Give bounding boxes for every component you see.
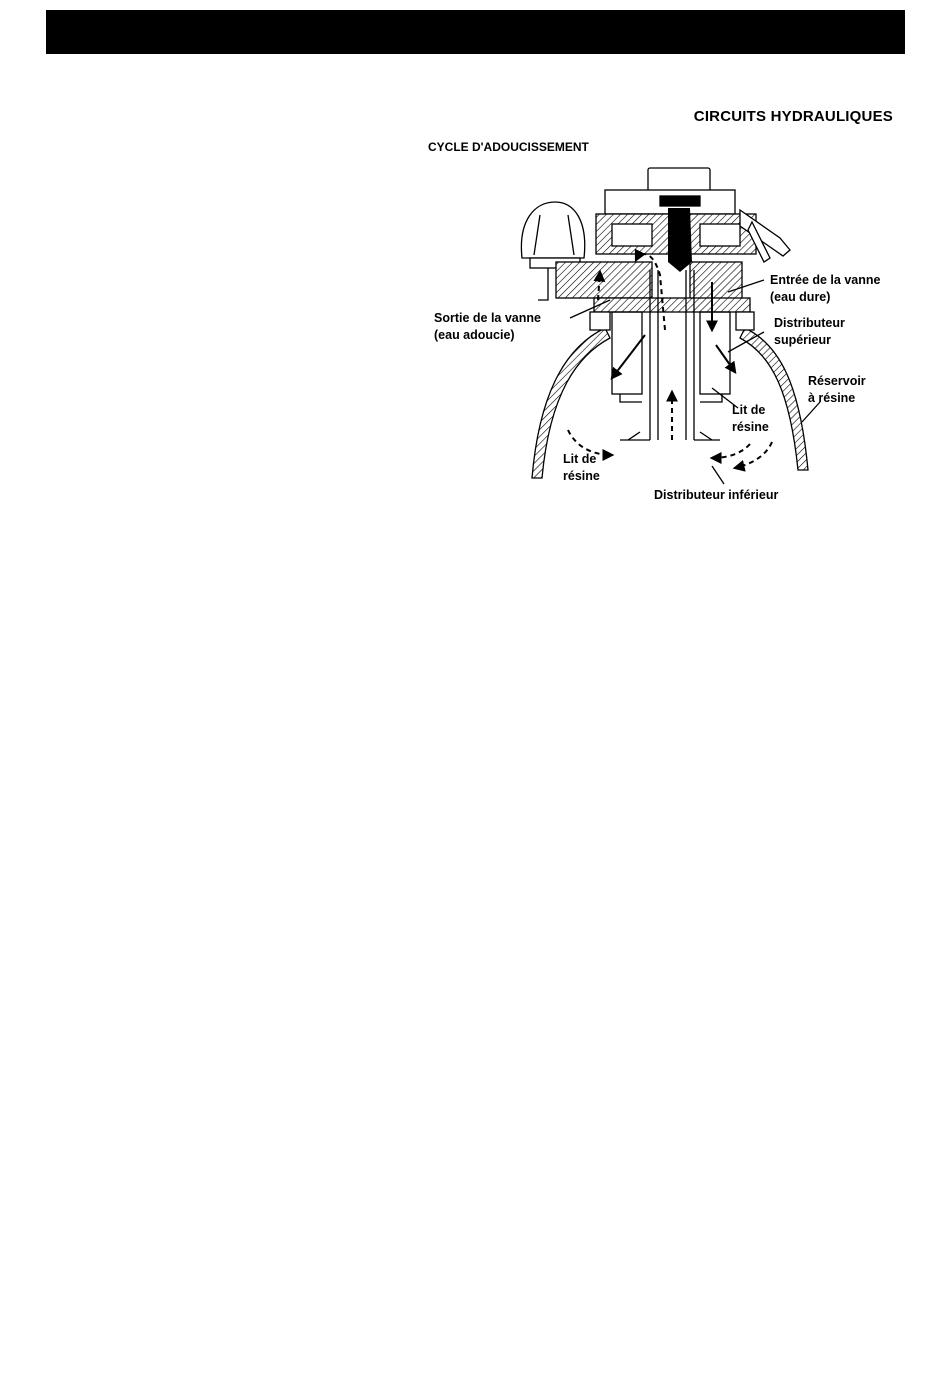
label-lower-distributor: Distributeur inférieur xyxy=(654,488,779,502)
figure-caption: CYCLE D'ADOUCISSEMENT xyxy=(428,140,589,154)
label-resin-bed-left: Lit de résine xyxy=(563,452,600,483)
label-resin-bed-right: Lit de résine xyxy=(732,403,769,434)
label-upper-distributor: Distributeur supérieur xyxy=(774,316,845,347)
label-resin-tank: Réservoir à résine xyxy=(808,374,866,405)
section-title: CIRCUITS HYDRAULIQUES xyxy=(693,108,893,125)
label-valve-outlet: Sortie de la vanne (eau adoucie) xyxy=(434,311,541,342)
valve-piston xyxy=(668,208,692,272)
label-valve-inlet: Entrée de la vanne (eau dure) xyxy=(770,273,881,304)
header-bar xyxy=(46,10,905,54)
valve-body xyxy=(556,262,754,330)
